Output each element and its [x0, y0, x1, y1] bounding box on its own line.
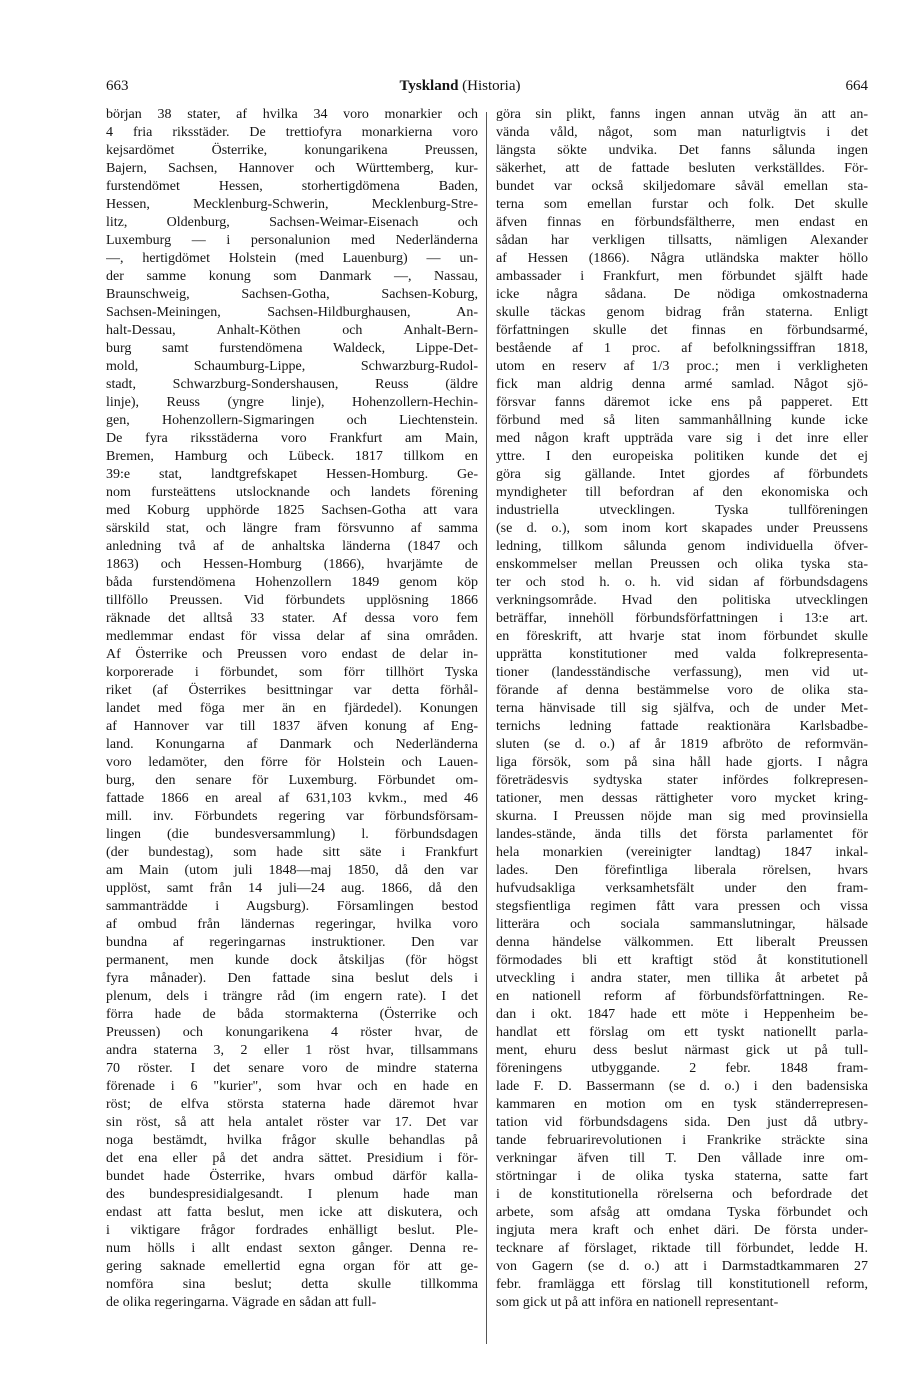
- text-line: 4 fria riksstäder. De trettiofyra monarkierna voro: [106, 125, 478, 140]
- left-column-text: [106, 106, 478, 1312]
- text-line: permanent, men kunde dock åtskiljas (för högst: [106, 953, 478, 968]
- running-title-keyword: Tyskland: [399, 78, 459, 94]
- text-line: förenade i 6 "kurier", som hvar och en hade en: [106, 1079, 478, 1094]
- text-line: båda furstendömena Hohenzollern 1849 genom köp: [106, 575, 478, 590]
- text-line: handlat ett förslag om ett tyskt nationellt parla-: [496, 1025, 868, 1040]
- text-line: korporerade i förbundet, som förr tillhört Tyska: [106, 665, 478, 680]
- text-line: Luxemburg — i personalunion med Nederländerna: [106, 233, 478, 248]
- text-line: äfven finnas en förbundsfältherre, men endast en: [496, 215, 868, 230]
- text-line: kejsardömet Österrike, konungarikena Preussen,: [106, 143, 478, 158]
- text-line: bundna af regeringarnas instruktioner. Den var: [106, 935, 478, 950]
- text-line: af Hessen (1866). Några utländska makter höllo: [496, 251, 868, 266]
- text-line: furstendömet Hessen, storhertigdömena Baden,: [106, 179, 478, 194]
- text-line: —, hertigdömet Holstein (med Lauenburg) — un-: [106, 251, 478, 266]
- text-line: febr. framlägga ett förslag till konstitutionell reform,: [496, 1277, 868, 1292]
- text-line: ternichs ledning fattade reaktionära Karlsbadbe-: [496, 719, 868, 734]
- text-line: sammanträdde i Augsburg). Församlingen bestod: [106, 899, 478, 914]
- text-line: tationer, men dessas rättigheter voro mycket kring-: [496, 791, 868, 806]
- text-line: utom en reserv af 1/3 proc.; men i verkligheten: [496, 359, 868, 374]
- text-line: 39:e stat, landtgrefskapet Hessen-Homburg. Ge-: [106, 467, 478, 482]
- text-line: störtningar i de olika tyska staterna, satte fart: [496, 1169, 868, 1184]
- running-header: [0, 76, 920, 98]
- text-line: voro ledamöter, den förre för Holstein och Lauen-: [106, 755, 478, 770]
- text-line: landet med föga mer än en fjärdedel). Konungen: [106, 701, 478, 716]
- text-line: de olika regeringarna. Vägrade en sådan att full-: [106, 1295, 377, 1310]
- text-line: gering saknade emellertid egna organ för att ge-: [106, 1259, 478, 1274]
- text-line: medlemmar endast för vissa delar af sina områden.: [106, 629, 478, 644]
- text-line: lingen (die bundesversammlung) l. förbundsdagen: [106, 827, 478, 842]
- text-line: tillföllo Preussen. Vid förbundets upplösning 1866: [106, 593, 478, 608]
- text-line: hela monarkien (vereinigter landtag) 1847 inkal-: [496, 845, 868, 860]
- text-line: Hessen, Mecklenburg-Schwerin, Mecklenburg-Stre-: [106, 197, 478, 212]
- text-line: ledning, tillkom sålunda genom individuella öfver-: [496, 539, 868, 554]
- text-line: särskild stat, och längre fram försvunno af samma: [106, 521, 478, 536]
- text-line: bundet hade Österrike, hvars ombud därför kalla-: [106, 1169, 478, 1184]
- text-line: ingjuta mera kraft och enhet däri. De första under-: [496, 1223, 868, 1238]
- text-line: i viktigare frågor fordrades enhälligt beslut. Ple-: [106, 1223, 478, 1238]
- text-line: industriella utvecklingen. Tyska tullföreningen: [496, 503, 868, 518]
- text-line: De fyra riksstäderna voro Frankfurt am Main,: [106, 431, 478, 446]
- text-line: bestående af 1 proc. af befolkningssiffran 1818,: [496, 341, 868, 356]
- text-line: sin röst, så att hela antalet röster var 17. Det var: [106, 1115, 478, 1130]
- text-line: ment, ehuru dess beslut närmast gick ut på tull-: [496, 1043, 868, 1058]
- page-number-right: 664: [845, 78, 868, 94]
- text-line: noga bestämdt, hvilka frågor skulle behandlas på: [106, 1133, 478, 1148]
- text-line: försvar fanns däremot icke ens på papperet. Ett: [496, 395, 868, 410]
- text-line: 1863) och Hessen-Homburg (1866), hvarjämte de: [106, 557, 478, 572]
- text-line: företrädesvis sydtyska stater infördes folkrepresen-: [496, 773, 868, 788]
- text-line: förra hade de båda stormakterna (Österrike och: [106, 1007, 478, 1022]
- text-line: förmodades bli ett kraftigt stöd åt konstitutionell: [496, 953, 868, 968]
- text-line: fattade 1866 en areal af 631,103 kvkm., med 46: [106, 791, 478, 806]
- text-line: tande februarirevolutionen i Frankrike sträckte sina: [496, 1133, 868, 1148]
- text-line: stegsfientliga regimen fått vara pressen och vissa: [496, 899, 868, 914]
- text-line: mold, Schaumburg-Lippe, Schwarzburg-Rudol-: [106, 359, 478, 374]
- text-line: i de konstitutionella rörelserna och befordrade det: [496, 1187, 868, 1202]
- text-line: halt-Dessau, Anhalt-Köthen och Anhalt-Bern-: [106, 323, 478, 338]
- text-line: land. Konungarna af Danmark och Nederländerna: [106, 737, 478, 752]
- text-line: Preussen) och konungarikena 4 röster hvar, de: [106, 1025, 478, 1040]
- text-line: linje), Reuss (yngre linje), Hohenzollern-Hechin-: [106, 395, 478, 410]
- text-line: sådan har verkligen tillsatts, nämligen Alexander: [496, 233, 868, 248]
- text-line: terna som emellan furstar och folk. Det skulle: [496, 197, 868, 212]
- text-line: Braunschweig, Sachsen-Gotha, Sachsen-Koburg,: [106, 287, 478, 302]
- text-line: gen, Hohenzollern-Sigmaringen och Liechtenstein.: [106, 413, 478, 428]
- text-line: vända våld, något, som man naturligtvis i det: [496, 125, 868, 140]
- text-line: yttre. I den europeiska politiken kunde det ej: [496, 449, 868, 464]
- text-line: röst; de elfva största staterna hade däremot hvar: [106, 1097, 478, 1112]
- text-line: myndigheter till befordran af den ekonomiska och: [496, 485, 868, 500]
- text-line: endast att fatta beslut, men icke att diskutera, och: [106, 1205, 478, 1220]
- text-line: stadt, Schwarzburg-Sondershausen, Reuss (äldre: [106, 377, 478, 392]
- text-line: Af Österrike och Preussen voro endast de delar in-: [106, 647, 478, 662]
- text-line: 70 röster. I det senare voro de mindre staterna: [106, 1061, 478, 1076]
- text-line: utveckling i andra stater, men tillika åt arbetet på: [496, 971, 868, 986]
- text-line: fyra månader). Den fattade sina beslut dels i: [106, 971, 478, 986]
- text-line: Bajern, Sachsen, Hannover och Württemberg, kur-: [106, 161, 478, 176]
- text-line: en föreskrift, att hvarje stat inom förbundet skulle: [496, 629, 868, 644]
- text-line: fick man aldrig denna armé samlad. Något sjö-: [496, 377, 868, 392]
- text-line: upprätta konstitutioner med valda folkrepresenta-: [496, 647, 868, 662]
- text-line: am Main (utom juli 1848—maj 1850, då den var: [106, 863, 478, 878]
- text-line: enskommelser mellan Preussen och olika tyska sta-: [496, 557, 868, 572]
- text-line: burg samt furstendömena Waldeck, Lippe-Det-: [106, 341, 478, 356]
- text-line: riket (af Österrikes besittningar var detta förhål-: [106, 683, 478, 698]
- text-line: förbund med så liten sammanhållning kunde icke: [496, 413, 868, 428]
- text-line: des bundespresidialgesandt. I plenum hade man: [106, 1187, 478, 1202]
- page-number-left: 663: [106, 78, 129, 94]
- text-line: föreningens utbyggande. 2 febr. 1848 fram-: [496, 1061, 868, 1076]
- text-line: ambassader i Frankfurt, men förbundet själft hade: [496, 269, 868, 284]
- text-line: landes-stände, ända tills det första parlamentet för: [496, 827, 868, 842]
- text-line: andra staterna 3, 2 eller 1 röst hvar, tillsammans: [106, 1043, 478, 1058]
- text-line: von Gagern (se d. o.) att i Darmstadtkammaren 27: [496, 1259, 868, 1274]
- text-line: som gick ut på att införa en nationell representant-: [496, 1295, 779, 1310]
- text-line: tation vid förbundsdagens sida. Den just då utbry-: [496, 1115, 868, 1130]
- text-line: kammaren en motion om en tysk ständerrepresen-: [496, 1097, 868, 1112]
- column-divider: [486, 112, 487, 1344]
- text-line: (se d. o.), som inom kort skapades under Preussens: [496, 521, 868, 536]
- text-line: burg, den senare för Luxemburg. Förbundet om-: [106, 773, 478, 788]
- text-line: der samme konung som Danmark —, Nassau,: [106, 269, 478, 284]
- text-line: nom fursteättens utslocknande och landets förening: [106, 485, 478, 500]
- text-line: anledning två af de anhaltska länderna (1847 och: [106, 539, 478, 554]
- text-line: dan i okt. 1847 hade ett möte i Heppenheim be-: [496, 1007, 868, 1022]
- text-line: terna hänvisade till sig själfva, och de under Met-: [496, 701, 868, 716]
- text-line: Sachsen-Meiningen, Sachsen-Hildburghausen, An-: [106, 305, 478, 320]
- text-line: säkerhet, att de fattade besluten verkställdes. För-: [496, 161, 868, 176]
- running-title-section: (Historia): [462, 78, 521, 94]
- text-line: tioner (landesständische verfassung), men vid ut-: [496, 665, 868, 680]
- text-line: lades. Den förefintliga liberala rörelsen, hvars: [496, 863, 868, 878]
- text-line: sluten (se d. o.) af år 1819 afbröto de reformvän-: [496, 737, 868, 752]
- text-line: med någon kraft uppträda vare sig i det inre eller: [496, 431, 868, 446]
- text-line: af ombud från ländernas regeringar, hvilka voro: [106, 917, 478, 932]
- text-line: verkningar äfven till T. Den vållade inre om-: [496, 1151, 868, 1166]
- text-line: beträffar, innehöll förbundsförfattningen i 13:e art.: [496, 611, 868, 626]
- text-line: plenum, dels i trängre råd (im engern rate). I det: [106, 989, 478, 1004]
- text-line: en nationell reform af förbundsförfattningen. Re-: [496, 989, 868, 1004]
- text-line: mill. inv. Förbundets regering var förbundsförsam-: [106, 809, 478, 824]
- text-line: icke några sådana. De nödiga omkostnaderna: [496, 287, 868, 302]
- text-line: tecknare af förslaget, riktade till förbundet, ledde H.: [496, 1241, 868, 1256]
- text-line: upplöst, samt från 14 juli—24 aug. 1866, då den: [106, 881, 478, 896]
- text-line: arbete, som afsåg att omdana Tyska förbundet och: [496, 1205, 868, 1220]
- text-line: längsta sökte undvika. Det fanns sålunda ingen: [496, 143, 868, 158]
- text-line: af Hannover var till 1837 äfven konung af Eng-: [106, 719, 478, 734]
- text-line: räknade det alltså 33 stater. Af dessa voro fem: [106, 611, 478, 626]
- text-line: denna händelse välkommen. Ett liberalt Preussen: [496, 935, 868, 950]
- running-title: [0, 76, 920, 96]
- text-line: med Koburg upphörde 1825 Sachsen-Gotha att vara: [106, 503, 478, 518]
- text-line: liga försök, som på sina håll hade gjorts. I några: [496, 755, 868, 770]
- text-line: skulle täckas genom bidrag från staterna. Enligt: [496, 305, 868, 320]
- text-line: skurna. I Preussen nöjde man sig med provinsiella: [496, 809, 868, 824]
- right-column-text: [496, 106, 868, 1312]
- text-line: det ena eller på det andra sättet. Presidium i för-: [106, 1151, 478, 1166]
- text-line: Bremen, Hamburg och Lübeck. 1817 tillkom en: [106, 449, 478, 464]
- text-line: förande af denna bestämmelse voro de olika sta-: [496, 683, 868, 698]
- text-line: författningen skulle det finnas en förbundsarmé,: [496, 323, 868, 338]
- text-line: litterära och sociala sammanslutningar, hälsade: [496, 917, 868, 932]
- text-line: litz, Oldenburg, Sachsen-Weimar-Eisenach och: [106, 215, 478, 230]
- text-line: nomföra sina beslut; detta skulle tillkomma: [106, 1277, 478, 1292]
- text-line: verkningsområde. Hvad den politiska utvecklingen: [496, 593, 868, 608]
- text-line: (der bundestag), som hade sitt säte i Frankfurt: [106, 845, 478, 860]
- text-line: num hölls i allt endast sexton gånger. Denna re-: [106, 1241, 478, 1256]
- text-line: början 38 stater, af hvilka 34 voro monarkier och: [106, 107, 478, 122]
- text-line: ter och stod h. o. h. vid sidan af förbundsdagens: [496, 575, 868, 590]
- text-line: bundet var också skiljedomare såväl emellan sta-: [496, 179, 868, 194]
- text-line: lade F. D. Bassermann (se d. o.) i den badensiska: [496, 1079, 868, 1094]
- text-line: hufvudsakliga verksamhetsfält under den fram-: [496, 881, 868, 896]
- text-line: göra sig gällande. Intet gjordes af förbundets: [496, 467, 868, 482]
- text-line: göra sin plikt, fanns ingen annan utväg än att an-: [496, 107, 868, 122]
